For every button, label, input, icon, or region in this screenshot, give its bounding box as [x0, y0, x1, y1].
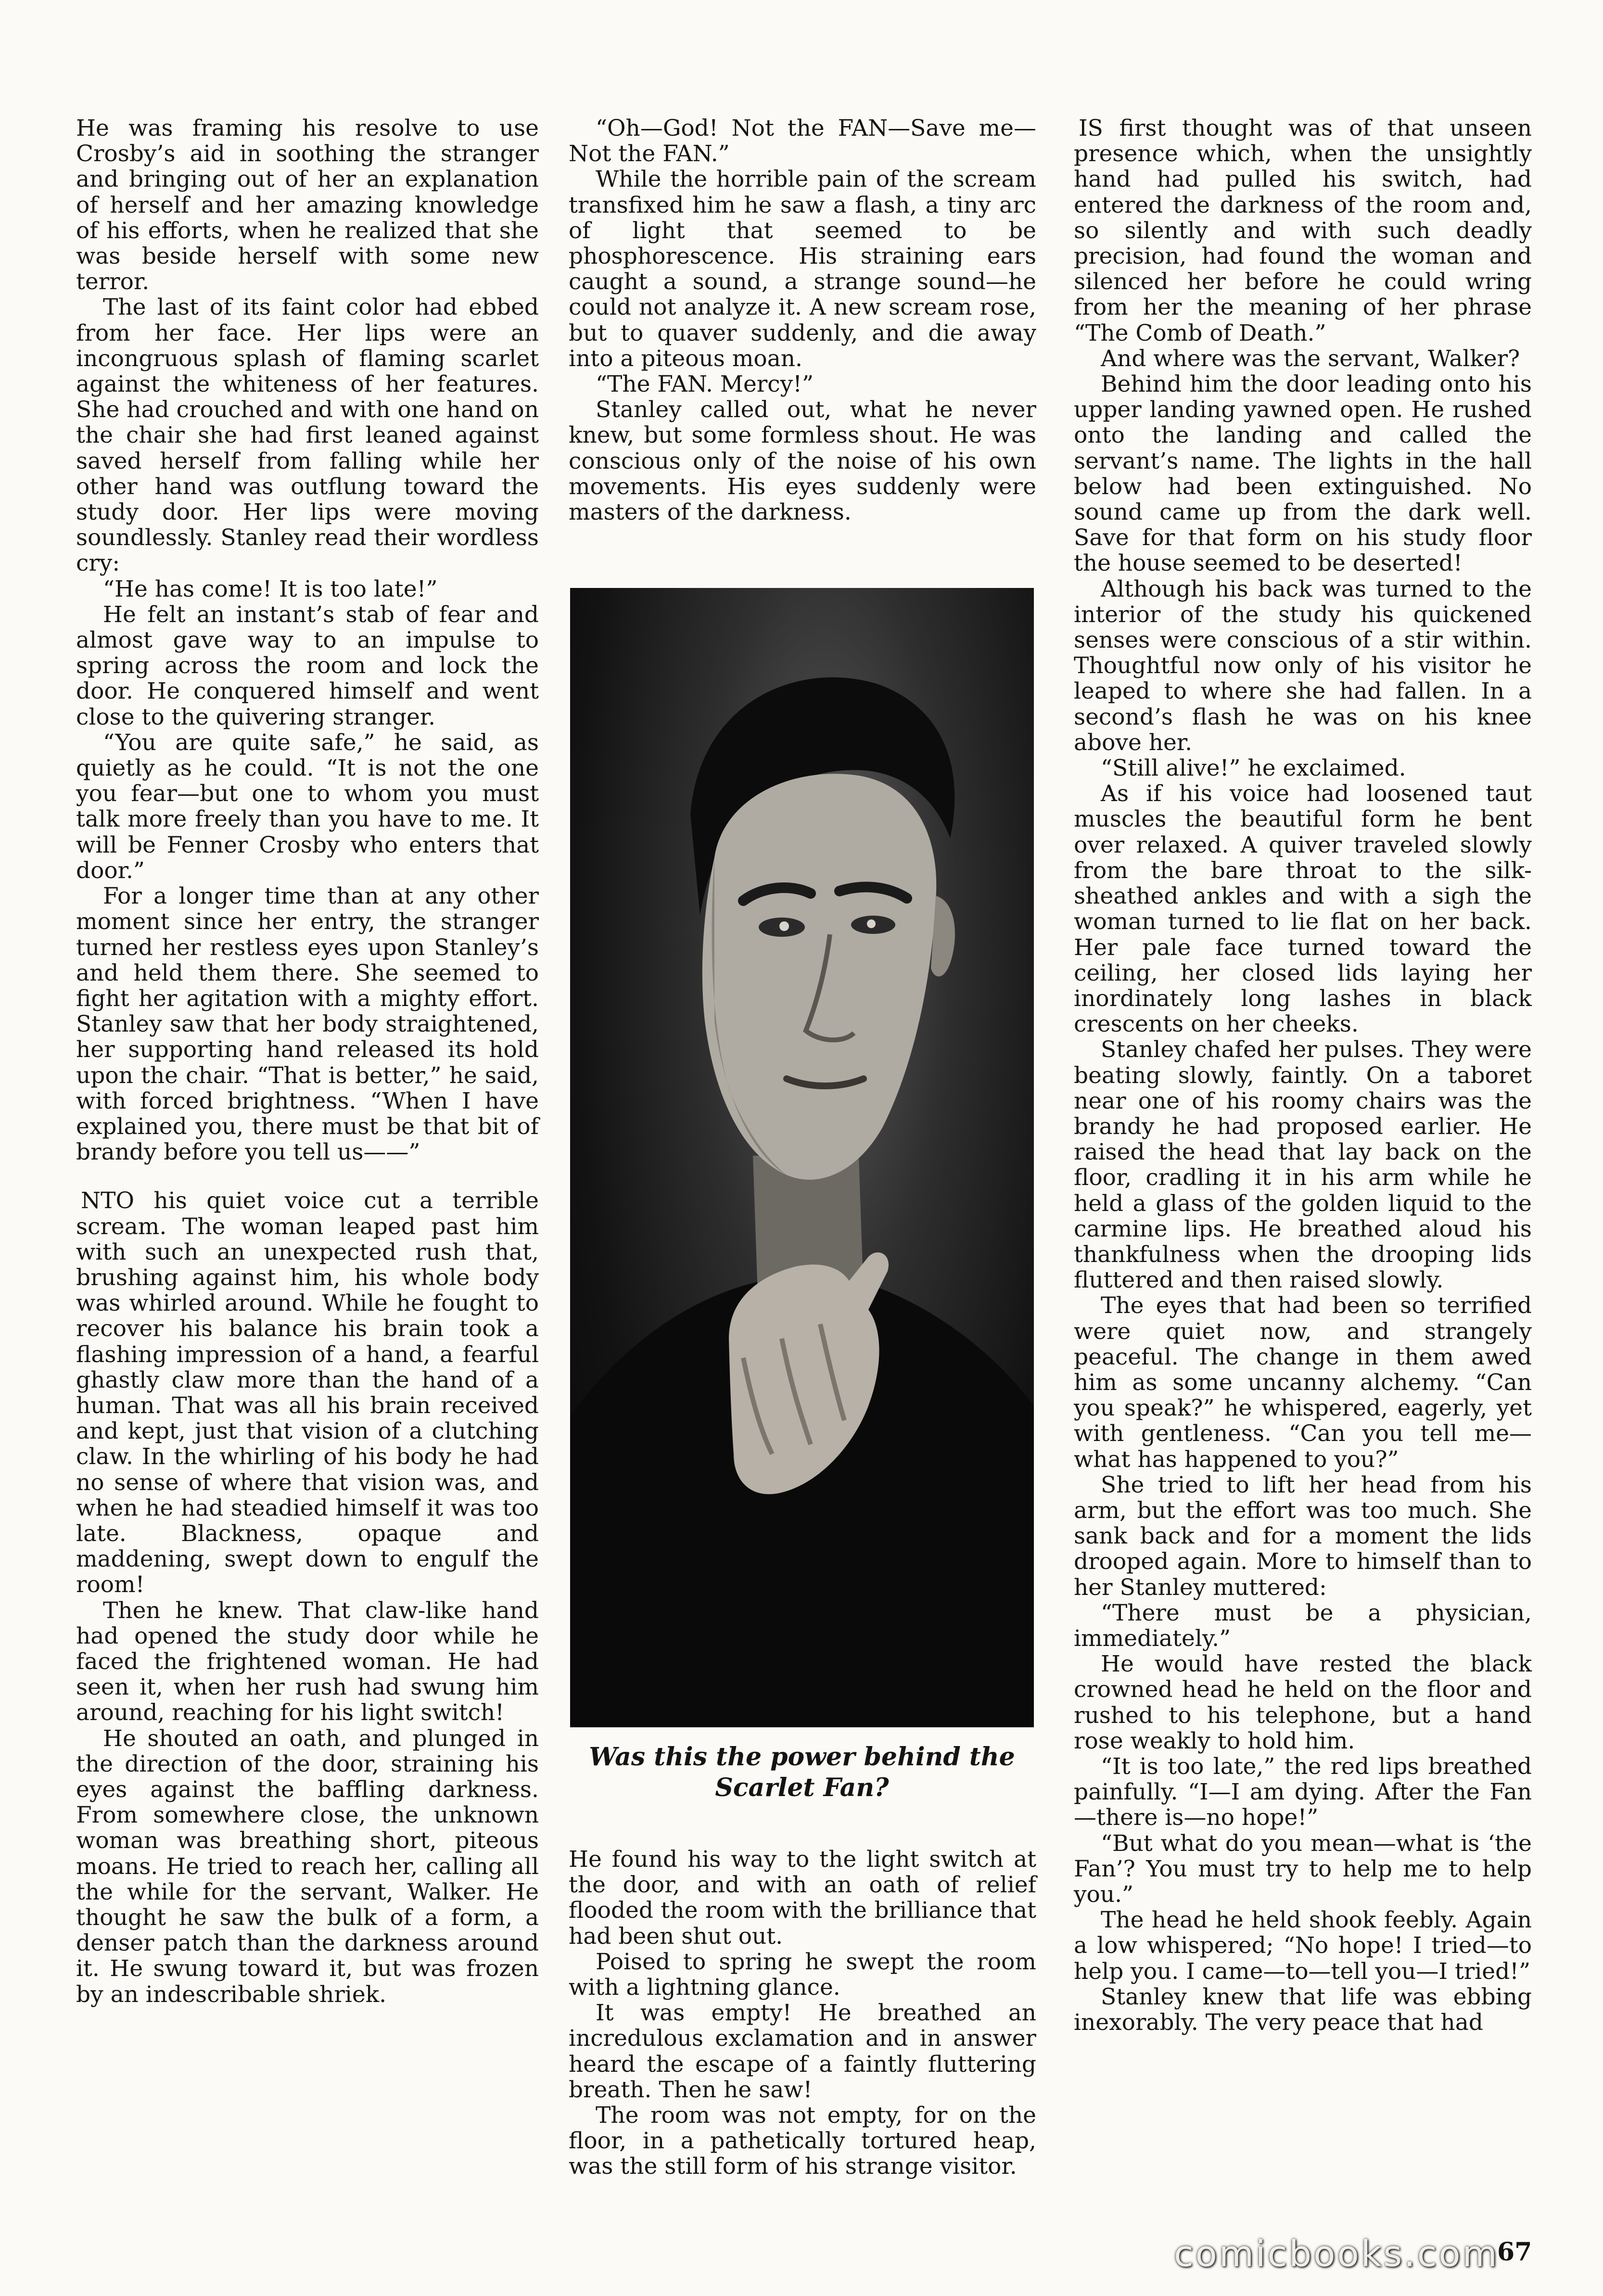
- paragraph-text: IS first thought was of that unseen presence which, when the unsightly hand had pulled his switch, had entered the darkness of the room and, so silently and with such deadly precision, had found the woman and silenced her before he could wring from her the meaning of her phrase “The Comb of Death.”: [1074, 115, 1532, 346]
- paragraph: “You are quite safe,” he said, as quietly as he could. “It is not the one you fear—but one to whom you must talk more freely than you have to me. It will be Fenner Crosby who enters that door.”: [76, 729, 539, 884]
- paragraph: He felt an instant’s stab of fear and almost gave way to an impulse to spring across the room and lock the door. He conquered himself and went close to the quivering stranger.: [76, 601, 539, 730]
- paragraph: He found his way to the light switch at the door, and with an oath of relief flooded the room with the brilliance that had been shut out.: [569, 1846, 1036, 1950]
- article-column-1: [76, 115, 539, 2007]
- paragraph: She tried to lift her head from his arm, but the effort was too much. She sank back and for a moment the lids drooped again. More to himself than to her Stanley muttered:: [1074, 1471, 1532, 1601]
- paragraph: The room was not empty, for on the floor, in a pathetically tortured heap, was the still form of his strange visitor.: [569, 2102, 1036, 2180]
- paragraph: The last of its faint color had ebbed from her face. Her lips were an incongruous splash of flaming scarlet against the whiteness of her features. She had crouched and with one hand on the chair she had first leaned against saved herself from falling while her other hand was outflung toward the study door. Her lips were moving soundlessly. Stanley read their wordless cry:: [76, 294, 539, 577]
- paragraph: Behind him the door leading onto his upper landing yawned open. He rushed onto the landing and called the servant’s name. The lights in the hall below had been extinguished. No sound came up from the dark well. Save for that form on his study floor the house seemed to be deserted!: [1074, 371, 1532, 577]
- paragraph: “He has come! It is too late!”: [103, 575, 438, 602]
- paragraph: The eyes that had been so terrified were quiet now, and strangely peaceful. The change in them awed him as some uncanny alchemy. “Can you speak?” he whispered, eagerly, yet with gentleness. “Can you tell me—what has happened to you?”: [1074, 1292, 1532, 1473]
- paragraph: “But what do you mean—what is ‘the Fan’? You must try to help me to help you.”: [1074, 1830, 1532, 1908]
- paragraph: He was framing his resolve to use Crosby’s aid in soothing the stranger and bringing out of her an explanation of herself and her amazing knowledge of his efforts, when he realized that she was beside herself with some new terror.: [76, 115, 539, 295]
- paragraph: Stanley knew that life was ebbing inexorably. The very peace that had: [1074, 1983, 1532, 2036]
- photo-caption: Was this the power behind the Scarlet Fan?: [589, 1742, 1015, 1802]
- paragraph: He shouted an oath, and plunged in the direction of the door, straining his eyes against the baffling darkness. From somewhere close, the unknown woman was breathing short, piteous moans. He tried to reach her, calling all the while for the servant, Walker. He thought he saw the bulk of a form, a denser patch than the darkness around it. He swung toward it, but was frozen by an indescribable shriek.: [76, 1725, 539, 2008]
- paragraph: Then he knew. That claw-like hand had opened the study door while he faced the frightened woman. He had seen it, when her rush had swung him around, reaching for his light switch!: [76, 1597, 539, 1726]
- paragraph-text: NTO his quiet voice cut a terrible scream. The woman leaped past him with such an unexpected rush that, brushing against him, his whole body was whirled around. While he fought to recover his balance his brain took a flashing impression of a hand, a fearful ghastly claw more than the hand of a human. That was all his brain received and kept, just that vision of a clutching claw. In the whirling of his body he had no sense of where that vision was, and when he had steadied himself it was too late. Blackness, opaque and maddening, swept down to engulf the room!: [76, 1187, 539, 1598]
- article-column-3: [1074, 115, 1532, 2035]
- paragraph: For a longer time than at any other moment since her entry, the stranger turned her restless eyes upon Stanley’s and held them there. She seemed to fight her agitation with a mighty effort. Stanley saw that her body straightened, her supporting hand released its hold upon the chair. “That is better,” he said, with forced brightness. “When I have explained you, there must be that bit of brandy before you tell us——”: [76, 883, 539, 1166]
- page-number: 67: [1497, 2237, 1532, 2267]
- article-column-2-bottom: [569, 1847, 1036, 2180]
- portrait-photo: [570, 588, 1034, 1727]
- portrait-illustration: [570, 588, 1034, 1727]
- watermark: comicbooks.com: [1174, 2233, 1499, 2275]
- paragraph: Stanley called out, what he never knew, but some formless shout. He was conscious only of the noise of his own movements. His eyes suddenly were masters of the darkness.: [569, 396, 1036, 526]
- paragraph: It was empty! He breathed an incredulous exclamation and in answer heard the escape of a faintly fluttering breath. Then he saw!: [569, 2000, 1036, 2103]
- section-paragraph: [1074, 115, 1532, 346]
- paragraph: As if his voice had loosened taut muscles the beautiful form he bent over relaxed. A quiver traveled slowly from the bare throat to the silk-sheathed ankles and with a sigh the woman turned to lie flat on her back. Her pale face turned toward the ceiling, her closed lids laying her inordinately long lashes in black crescents on her cheeks.: [1074, 780, 1532, 1038]
- section-paragraph: [76, 1188, 539, 1597]
- paragraph: “There must be a physician, immediately.”: [1074, 1599, 1532, 1652]
- paragraph: The head he held shook feebly. Again a low whispered; “No hope! I tried—to help you. I came—to—tell you—I tried!”: [1074, 1907, 1532, 1985]
- paragraph: And where was the servant, Walker?: [1101, 345, 1520, 372]
- paragraph: He would have rested the black crowned head he held on the floor and rushed to his telephone, but a hand rose weakly to hold him.: [1074, 1651, 1532, 1754]
- paragraph: “It is too late,” the red lips breathed painfully. “I—I am dying. After the Fan—there is—no hope!”: [1074, 1753, 1532, 1831]
- paragraph: Although his back was turned to the interior of the study his quickened senses were conscious of a stir within. Thoughtful now only of his visitor he leaped to where she had fallen. In a second’s flash he was on his knee above her.: [1074, 575, 1532, 756]
- paragraph: “The FAN. Mercy!”: [596, 371, 814, 398]
- paragraph: While the horrible pain of the scream transfixed him he saw a flash, a tiny arc of light that seemed to be phosphorescence. His straining ears caught a sound, a strange sound—he could not analyze it. A new scream rose, but to quaver suddenly, and die away into a piteous moan.: [569, 166, 1036, 372]
- paragraph: “Still alive!” he exclaimed.: [1101, 755, 1406, 782]
- article-column-2-top: [569, 115, 1036, 525]
- paragraph: Stanley chafed her pulses. They were beating slowly, faintly. On a taboret near one of his roomy chairs was the brandy he had proposed earlier. He raised the head that lay back on the floor, cradling it in his arm while he held a glass of the golden liquid to the carmine lips. He breathed aloud his thankfulness when the drooping lids fluttered and then raised slowly.: [1074, 1036, 1532, 1294]
- paragraph: “Oh—God! Not the FAN—Save me—Not the FAN.”: [569, 115, 1036, 167]
- paragraph: Poised to spring he swept the room with a lightning glance.: [569, 1948, 1036, 2001]
